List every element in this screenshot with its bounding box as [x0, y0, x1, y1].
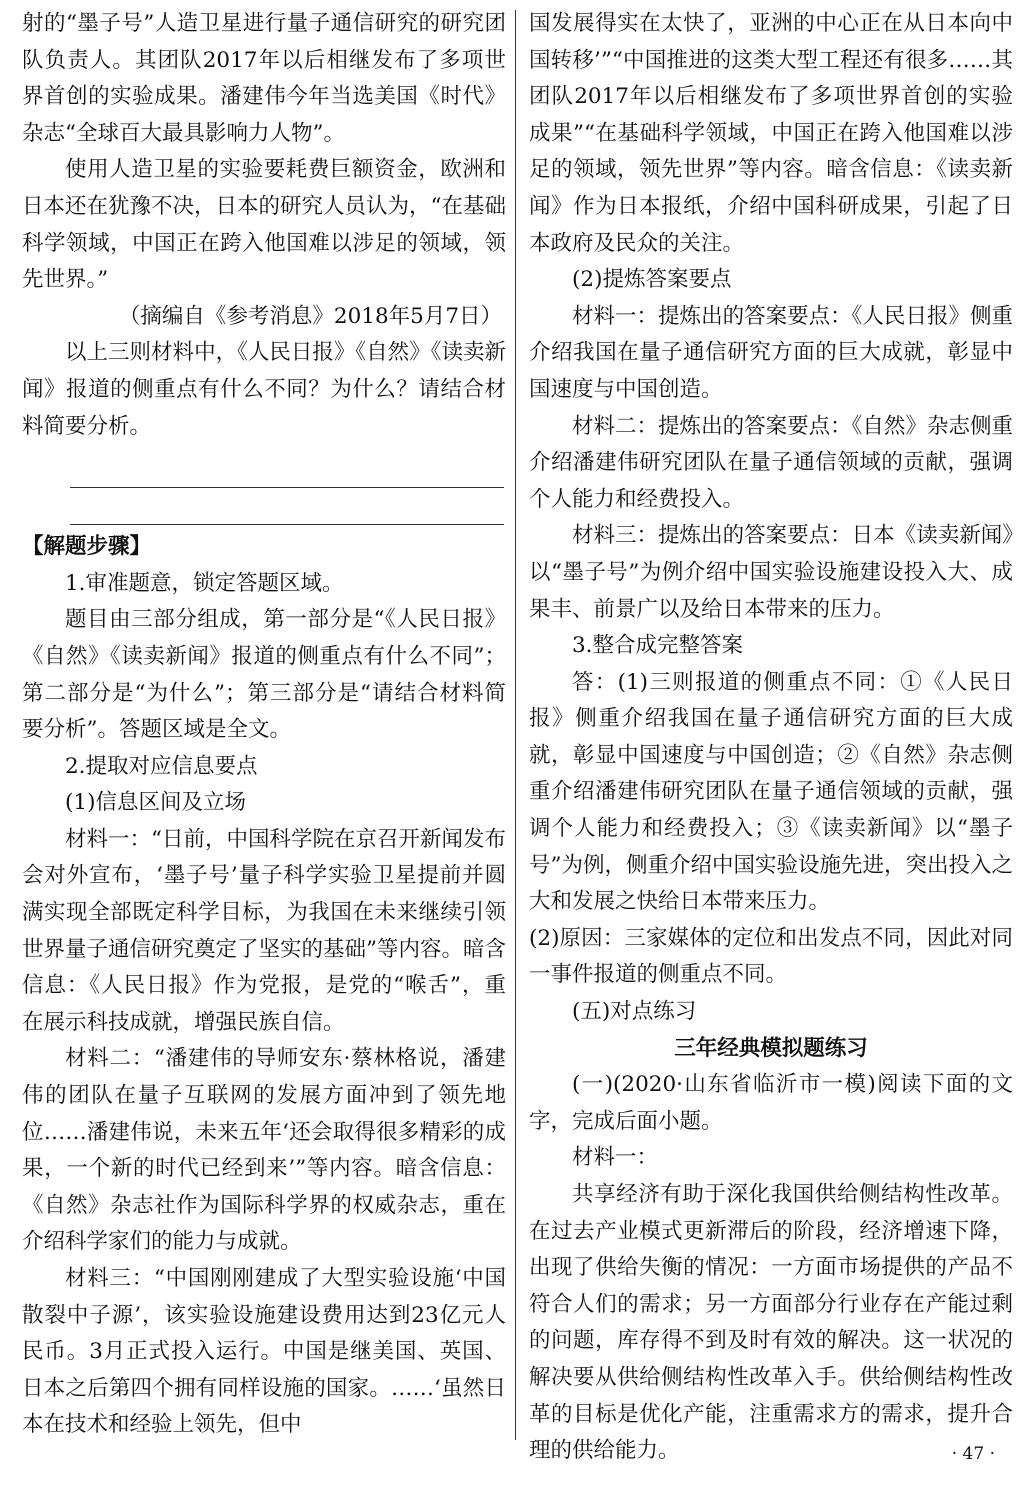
key-point-three: 材料三：提炼出的答案要点：日本《读卖新闻》以“墨子号”为例介绍中国实验设施建设投入大、成果丰、前景广以及给日本带来的压力。: [529, 523, 1013, 622]
left-column: [22, 6, 506, 1444]
sub-heading: (1)信息区间及立场: [65, 790, 246, 816]
source-citation: （摘编自《参考消息》2018年5月7日）: [118, 303, 502, 329]
step-title: 1.审准题意，锁定答题区域。: [65, 570, 344, 596]
material-three-info: 材料三：“中国刚刚建成了大型实验设施‘中国散裂中子源’，该实验设施建设费用达到23亿元人民币。3月正式投入运行。中国是继美国、英国、日本之后第四个拥有同样设施的国家。……‘虽然日本在技术和经验上领先，但中: [22, 1266, 506, 1438]
paragraph: 使用人造卫星的实验要耗费巨额资金，欧洲和日本还在犹豫不决，日本的研究人员认为，“在基础科学领域，中国正在跨入他国难以涉足的领域，领先世界。”: [22, 157, 506, 293]
question-text: 以上三则材料中，《人民日报》《自然》《读卖新闻》报道的侧重点有什么不同？为什么？请结合材料简要分析。: [22, 340, 506, 439]
material-one-info: 材料一：“日前，中国科学院在京召开新闻发布会对外宣布，‘墨子号’量子科学实验卫星提前并圆满实现全部既定科学目标，为我国在未来继续引领世界量子通信研究奠定了坚实的基础”等内容。暗含信息：《人民日报》作为党报，是党的“喉舌”，重在展示科技成就，增强民族自信。: [22, 826, 506, 1035]
right-column: [529, 6, 1013, 1470]
material-two-info: 材料二：“潘建伟的导师安东·蔡林格说，潘建伟的团队在量子互联网的发展方面冲到了领先地位……潘建伟说，未来五年‘还会取得很多精彩的成果，一个新的时代已经到来’”等内容。暗含信息：《自然》杂志社作为国际科学界的权威杂志，重在介绍科学家们的能力与成就。: [22, 1046, 506, 1255]
step-title: 3.整合成完整答案: [572, 633, 744, 659]
material-label: 材料一：: [572, 1145, 659, 1171]
steps-heading: 【解题步骤】: [22, 534, 152, 560]
step-title: 2.提取对应信息要点: [65, 753, 258, 779]
answer-paragraph: 答：(1)三则报道的侧重点不同：①《人民日报》侧重介绍我国在量子通信研究方面的巨大成就，彰显中国速度与中国创造；②《自然》杂志侧重介绍潘建伟研究团队在量子通信领域的贡献，强调个人能力和经费投入；③《读卖新闻》以“墨子号”为例，侧重介绍中国实验设施先进，突出投入之大和发展之快给日本带来压力。: [529, 669, 1013, 915]
paragraph: 国发展得实在太快了，亚洲的中心正在从日本向中国转移’”“中国推进的这类大型工程还有很多……其团队2017年以后相继发布了多项世界首创的实验成果”“在基础科学领域，中国正在跨入他国难以涉足的领域，领先世界”等内容。暗含信息：《读卖新闻》作为日本报纸，介绍中国科研成果，引起了日本政府及民众的关注。: [529, 11, 1013, 256]
sub-heading: (2)提炼答案要点: [572, 267, 732, 293]
paragraph: 射的“墨子号”人造卫星进行量子通信研究的研究团队负责人。其团队2017年以后相继发布了多项世界首创的实验成果。潘建伟今年当选美国《时代》杂志“全球百大最具影响力人物”。: [22, 11, 506, 146]
paragraph: 题目由三部分组成，第一部分是“《人民日报》《自然》《读卖新闻》报道的侧重点有什么不同”；第二部分是“为什么”；第三部分是“请结合材料简要分析”。答题区域是全文。: [22, 607, 506, 743]
section-title: 三年经典模拟题练习: [674, 1035, 868, 1061]
question-intro: (一)(2020·山东省临沂市一模)阅读下面的文字，完成后面小题。: [529, 1072, 1013, 1134]
practice-heading: (五)对点练习: [572, 999, 697, 1025]
key-point-one: 材料一：提炼出的答案要点：《人民日报》侧重介绍我国在量子通信研究方面的巨大成就，彰显中国速度与中国创造。: [529, 303, 1013, 402]
answer-paragraph: (2)原因：三家媒体的定位和出发点不同，因此对同一事件报道的侧重点不同。: [529, 925, 1013, 988]
answer-line: [70, 488, 504, 525]
material-body: 共享经济有助于深化我国供给侧结构性改革。在过去产业模式更新滞后的阶段，经济增速下降，出现了供给失衡的情况：一方面市场提供的产品不符合人们的需求；另一方面部分行业存在产能过剩的问题，库存得不到及时有效的解决。这一状况的解决要从供给侧结构性改革入手。供给侧结构性改革的目标是优化产能，注重需求方的需求，提升合理的供给能力。: [529, 1182, 1013, 1464]
column-divider: [515, 10, 516, 1440]
answer-line: [70, 451, 504, 488]
key-point-two: 材料二：提炼出的答案要点：《自然》杂志侧重介绍潘建伟研究团队在量子通信领域的贡献，强调个人能力和经费投入。: [529, 413, 1013, 512]
page-number: · 47 ·: [951, 1444, 995, 1464]
